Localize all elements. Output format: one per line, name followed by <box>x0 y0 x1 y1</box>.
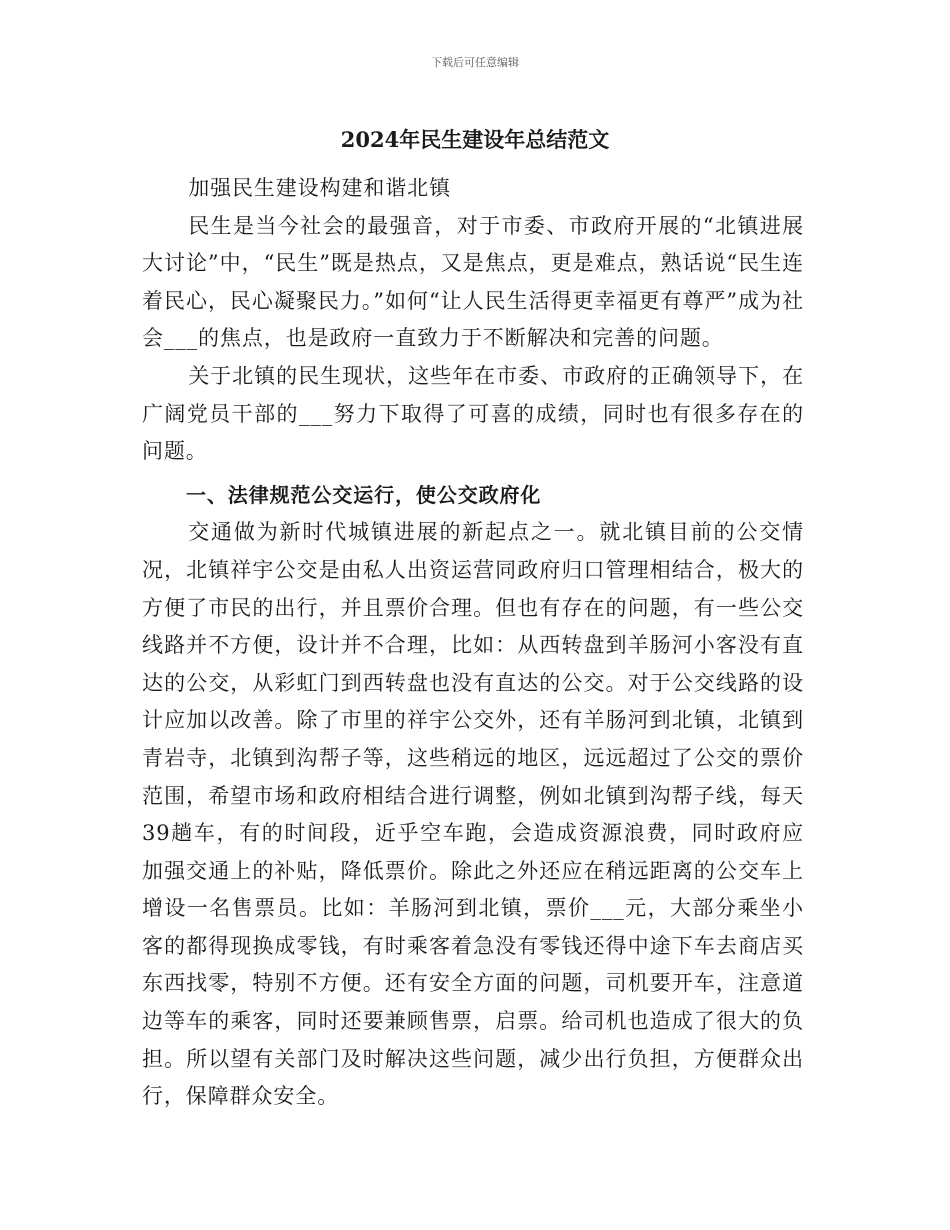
document-subtitle: 加强民生建设构建和谐北镇 <box>188 176 451 200</box>
section-heading: 一、法律规范公交运行，使公交政府化 <box>186 482 542 507</box>
section-body-paragraph: 交通做为新时代城镇进展的新起点之一。就北镇目前的公交情况，北镇祥宇公交是由私人出资运营同政府归口管理相结合，极大的方便了市民的出行，并且票价合理。但也有存在的问题，有一些公交线路并不方便，设计并不合理，比如：从西转盘到羊肠河小客没有直达的公交，从彩虹门到西转盘也没有直达的公交。对于公交线路的设计应加以改善。除了市里的祥宇公交外，还有羊肠河到北镇，北镇到青岩寺，北镇到沟帮子等，这些稍远的地区，远远超过了公交的票价范围，希望市场和政府相结合进行调整，例如北镇到沟帮子线，每天39趟车，有的时间段，近乎空车跑，会造成资源浪费，同时政府应加强交通上的补贴，降低票价。除此之外还应在稍远距离的公交车上增设一名售票员。比如：羊肠河到北镇，票价___元，大部分乘坐小客的都得现换成零钱，有时乘客着急没有零钱还得中途下车去商店买东西找零，特别不方便。还有安全方面的问题，司机要开车，注意道边等车的乘客，同时还要兼顾售票，启票。给司机也造成了很大的负担。所以望有关部门及时解决这些问题，减少出行负担，方便群众出行，保障群众安全。 <box>142 520 804 1109</box>
intro-paragraph-1: 民生是当今社会的最强音，对于市委、市政府开展的“北镇进展大讨论”中，“民生”既是热点，又是焦点，更是难点，熟话说“民生连着民心，民心凝聚民力。”如何“让人民生活得更幸福更有尊严”成为社会___的焦点，也是政府一直致力于不断解决和完善的问题。 <box>142 213 804 351</box>
document-body <box>142 170 804 1116</box>
page-header: 下载后可任意编辑 <box>431 56 519 69</box>
document-title: 2024年民生建设年总结范文 <box>340 127 610 152</box>
intro-paragraph-2: 关于北镇的民生现状，这些年在市委、市政府的正确领导下，在广阔党员干部的___努力下取得了可喜的成绩，同时也有很多存在的问题。 <box>142 363 804 464</box>
